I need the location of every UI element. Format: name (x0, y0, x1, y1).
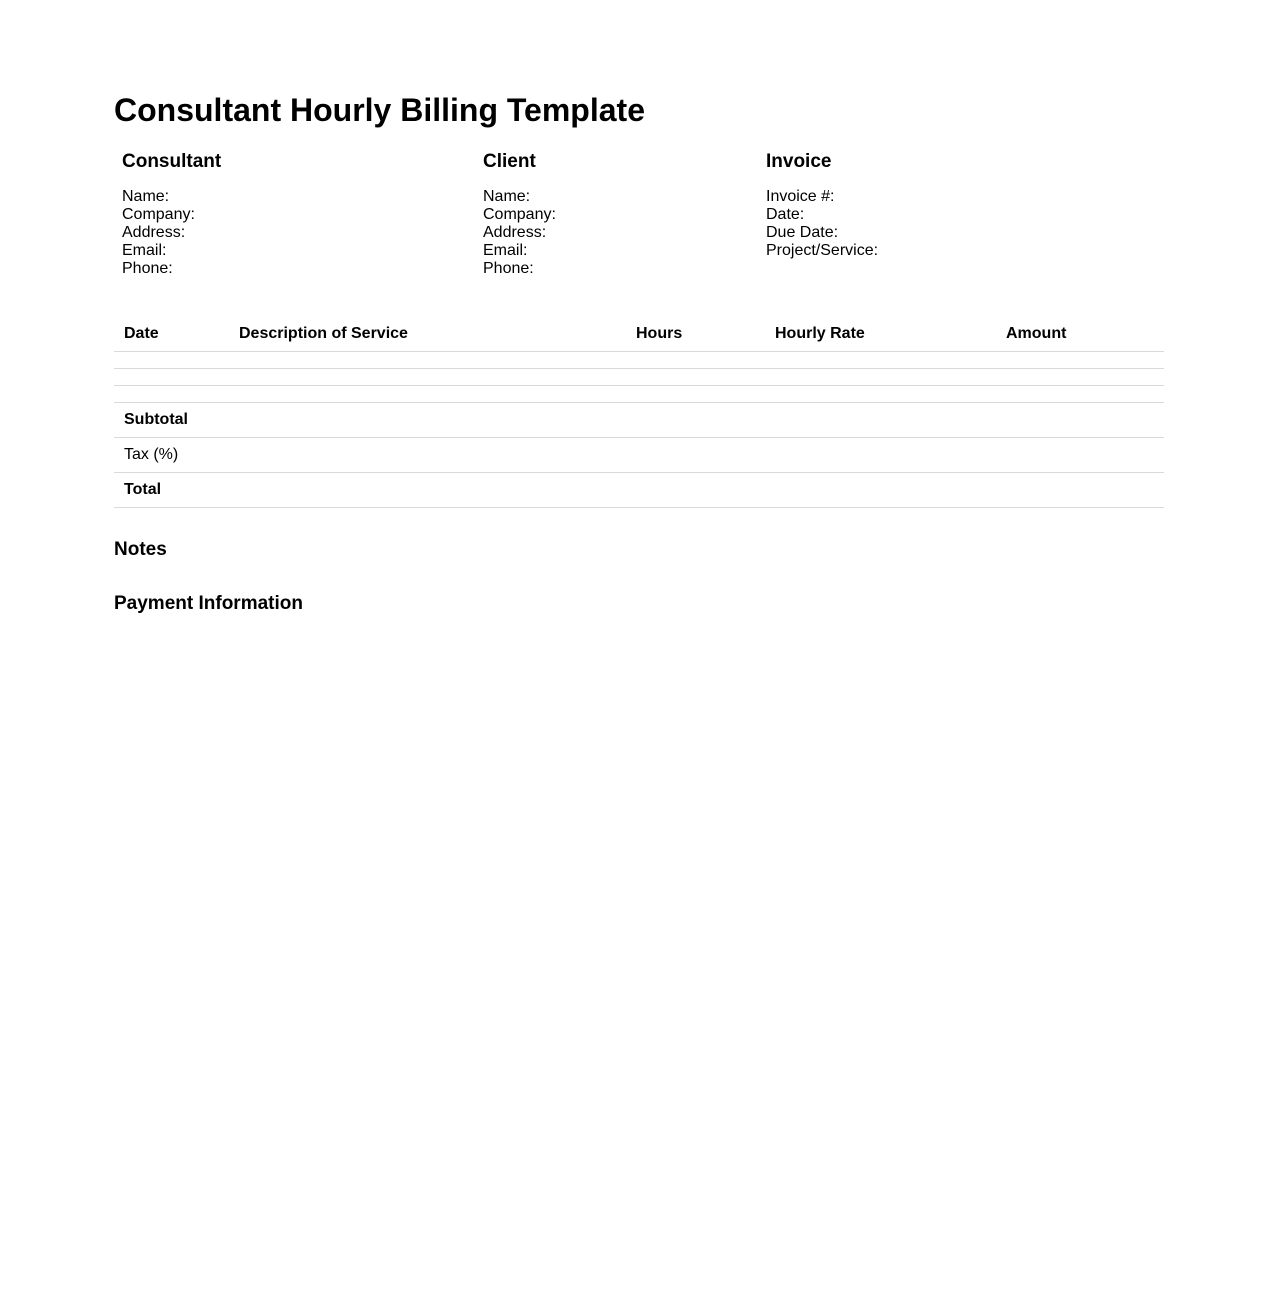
invoice-project-label: Project/Service: (766, 242, 879, 259)
consultant-name-label: Name: (122, 188, 170, 205)
table-row (114, 369, 1164, 386)
consultant-info-block (122, 150, 221, 278)
table-cell (114, 352, 229, 369)
total-label: Total (114, 473, 996, 508)
column-header-description: Description of Service (229, 316, 626, 352)
consultant-field-list (122, 188, 221, 278)
page-title: Consultant Hourly Billing Template (114, 92, 645, 128)
table-cell (996, 386, 1164, 403)
invoice-field-list (766, 188, 878, 260)
total-value (996, 473, 1164, 508)
column-header-amount: Amount (996, 316, 1164, 352)
consultant-heading: Consultant (122, 151, 222, 172)
subtotal-value (996, 403, 1164, 438)
invoice-number-label: Invoice #: (766, 188, 835, 205)
client-heading: Client (483, 151, 536, 172)
invoice-heading: Invoice (766, 151, 832, 172)
table-cell (765, 386, 996, 403)
consultant-address-label: Address: (122, 224, 186, 241)
table-cell (996, 369, 1164, 386)
subtotal-label: Subtotal (114, 403, 996, 438)
table-cell (996, 352, 1164, 369)
invoice-due-date-label: Due Date: (766, 224, 839, 241)
table-cell (114, 386, 229, 403)
column-header-hourly-rate: Hourly Rate (765, 316, 996, 352)
column-header-hours: Hours (626, 316, 765, 352)
table-cell (765, 369, 996, 386)
table-cell (626, 369, 765, 386)
client-name-label: Name: (483, 188, 531, 205)
table-cell (229, 369, 626, 386)
client-info-block (483, 150, 556, 278)
total-row (114, 473, 1164, 508)
table-row (114, 386, 1164, 403)
payment-information-heading: Payment Information (114, 593, 303, 614)
invoice-info-block (766, 150, 878, 260)
tax-label: Tax (%) (114, 438, 996, 473)
consultant-phone-label: Phone: (122, 260, 173, 277)
consultant-email-label: Email: (122, 242, 167, 259)
table-cell (765, 352, 996, 369)
table-cell (626, 386, 765, 403)
tax-row (114, 438, 1164, 473)
billing-table (114, 316, 1164, 508)
column-header-date: Date (114, 316, 229, 352)
notes-heading: Notes (114, 539, 167, 560)
client-phone-label: Phone: (483, 260, 534, 277)
subtotal-row (114, 403, 1164, 438)
client-email-label: Email: (483, 242, 528, 259)
client-address-label: Address: (483, 224, 547, 241)
tax-value (996, 438, 1164, 473)
table-row (114, 352, 1164, 369)
table-cell (114, 369, 229, 386)
table-cell (626, 352, 765, 369)
table-header-row (114, 316, 1164, 352)
table-cell (229, 352, 626, 369)
client-field-list (483, 188, 556, 278)
consultant-company-label: Company: (122, 206, 195, 223)
table-cell (229, 386, 626, 403)
client-company-label: Company: (483, 206, 556, 223)
invoice-date-label: Date: (766, 206, 805, 223)
